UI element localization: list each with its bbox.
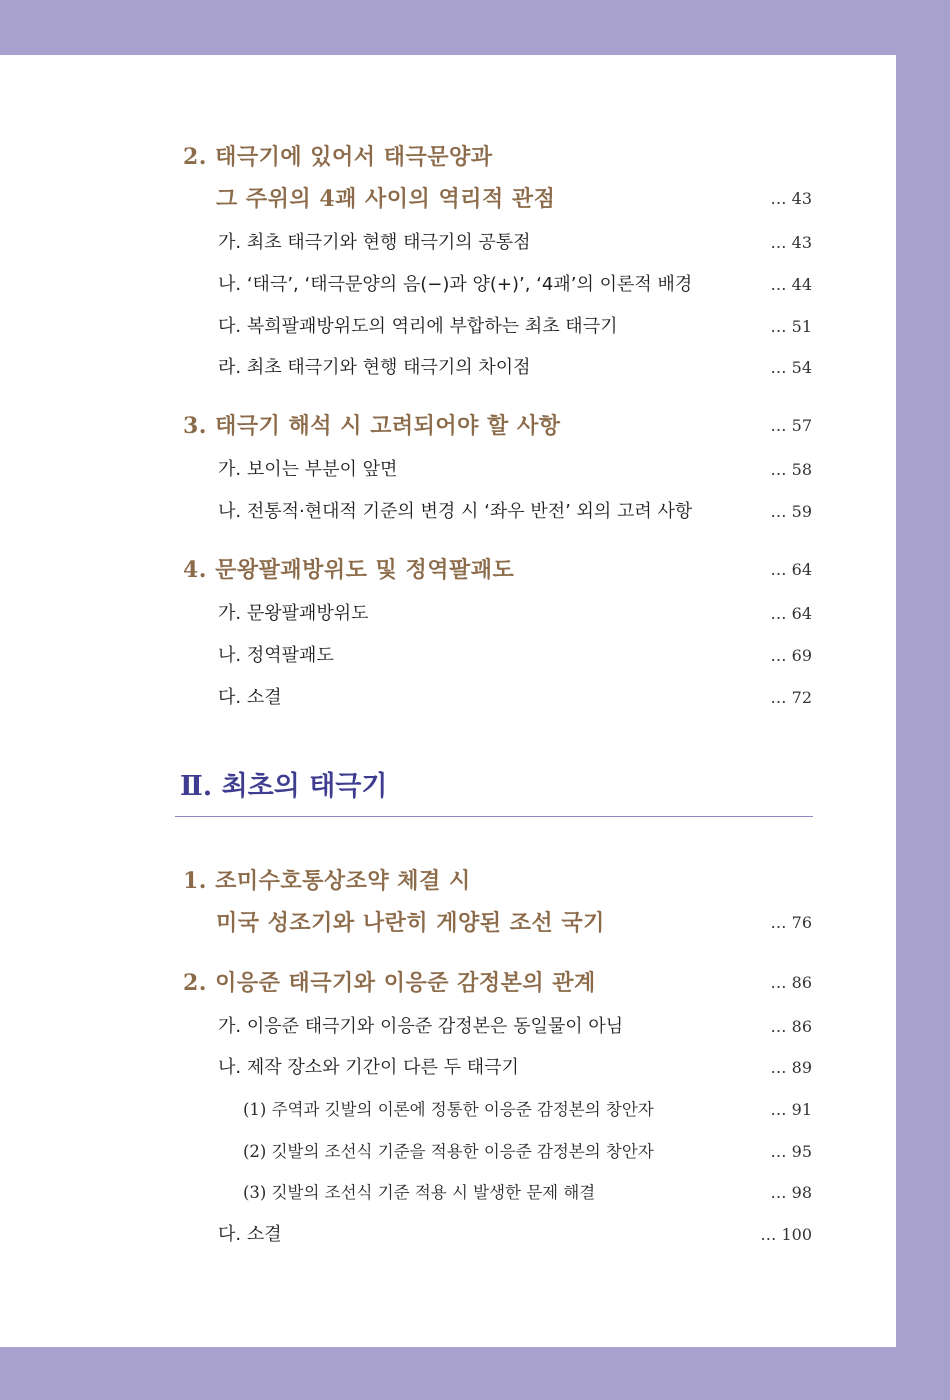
toc-page-number: … 64 [770, 604, 812, 623]
toc-page-number: … 86 [770, 1017, 812, 1036]
part-numeral: Ⅱ. [180, 771, 213, 802]
toc-section-2-line1[interactable] [0, 142, 812, 172]
toc-item[interactable] [0, 683, 812, 713]
toc-item[interactable] [0, 497, 812, 527]
toc-page-number: … 57 [770, 416, 812, 435]
toc-item[interactable] [0, 312, 812, 342]
toc-page-number: … 54 [770, 358, 812, 377]
toc-page-number: … 51 [770, 317, 812, 336]
toc-part2-section-1-line1[interactable] [0, 866, 812, 896]
toc-section-title: 4. 문왕팔괘방위도 및 정역팔괘도 [183, 557, 515, 583]
toc-part2-section-2[interactable] [0, 968, 812, 998]
toc-item-label: 가. 보이는 부분이 앞면 [218, 459, 398, 480]
toc-item-label: 가. 최초 태극기와 현행 태극기의 공통점 [218, 232, 531, 253]
toc-page-number: … 58 [770, 460, 812, 479]
toc-subitem-label: (3) 깃발의 조선식 기준 적용 시 발생한 문제 해결 [243, 1183, 596, 1202]
toc-section-2-line2[interactable] [0, 184, 812, 214]
toc-subitem[interactable] [0, 1178, 812, 1208]
toc-page-number: … 91 [770, 1100, 812, 1119]
toc-page-number: … 89 [770, 1058, 812, 1077]
toc-page-number: … 69 [770, 646, 812, 665]
toc-item[interactable] [0, 1053, 812, 1083]
toc-item[interactable] [0, 270, 812, 300]
toc-item-label: 다. 소결 [218, 1224, 282, 1245]
toc-item[interactable] [0, 228, 812, 258]
toc-item-label: 나. 전통적·현대적 기준의 변경 시 ‘좌우 반전’ 외의 고려 사항 [218, 501, 693, 522]
toc-item-label: 나. 제작 장소와 기간이 다른 두 태극기 [218, 1057, 519, 1078]
toc-item-label: 다. 소결 [218, 687, 282, 708]
toc-page-number: … 72 [770, 688, 812, 707]
toc-section-title: 2. 이응준 태극기와 이응준 감정본의 관계 [183, 970, 596, 996]
toc-item-label: 나. 정역팔괘도 [218, 645, 334, 666]
toc-subitem-label: (2) 깃발의 조선식 기준을 적용한 이응준 감정본의 창안자 [243, 1142, 654, 1161]
toc-item[interactable] [0, 353, 812, 383]
toc-page-number: … 43 [770, 189, 812, 208]
toc-item[interactable] [0, 599, 812, 629]
toc-section-title: 그 주위의 4괘 사이의 역리적 관점 [216, 186, 556, 212]
part-title-text: 최초의 태극기 [221, 771, 388, 802]
toc-page-number: … 59 [770, 502, 812, 521]
toc-item-label: 가. 이응준 태극기와 이응준 감정본은 동일물이 아님 [218, 1016, 624, 1037]
toc-subitem[interactable] [0, 1137, 812, 1167]
toc-section-title: 1. 조미수호통상조약 체결 시 [183, 868, 471, 894]
toc-item[interactable] [0, 641, 812, 671]
toc-item-label: 가. 문왕팔괘방위도 [218, 603, 369, 624]
toc-page-number: … 64 [770, 560, 812, 579]
toc-page-number: … 76 [770, 913, 812, 932]
toc-page-number: … 100 [760, 1225, 812, 1244]
toc-subitem[interactable] [0, 1095, 812, 1125]
toc-section-4[interactable] [0, 555, 812, 585]
toc-item[interactable] [0, 1220, 812, 1250]
toc-item-label: 다. 복희팔괘방위도의 역리에 부합하는 최초 태극기 [218, 316, 618, 337]
toc-section-title: 미국 성조기와 나란히 게양된 조선 국기 [216, 910, 605, 936]
toc-page-number: … 44 [770, 275, 812, 294]
toc-item[interactable] [0, 1012, 812, 1042]
toc-page-number: … 95 [770, 1142, 812, 1161]
part-title[interactable] [180, 769, 387, 805]
toc-subitem-label: (1) 주역과 깃발의 이론에 정통한 이응준 감정본의 창안자 [243, 1100, 654, 1119]
toc-page-number: … 86 [770, 973, 812, 992]
toc-item[interactable] [0, 455, 812, 485]
part-divider [175, 816, 813, 817]
toc-section-3[interactable] [0, 411, 812, 441]
toc-section-title: 2. 태극기에 있어서 태극문양과 [183, 144, 493, 170]
toc-page-number: … 98 [770, 1183, 812, 1202]
toc-item-label: 라. 최초 태극기와 현행 태극기의 차이점 [218, 357, 531, 378]
toc-section-title: 3. 태극기 해석 시 고려되어야 할 사항 [183, 413, 561, 439]
toc-part2-section-1-line2[interactable] [0, 908, 812, 938]
toc-page-number: … 43 [770, 233, 812, 252]
toc-item-label: 나. ‘태극’, ‘태극문양의 음(−)과 양(+)’, ‘4괘’의 이론적 배경 [218, 274, 693, 295]
